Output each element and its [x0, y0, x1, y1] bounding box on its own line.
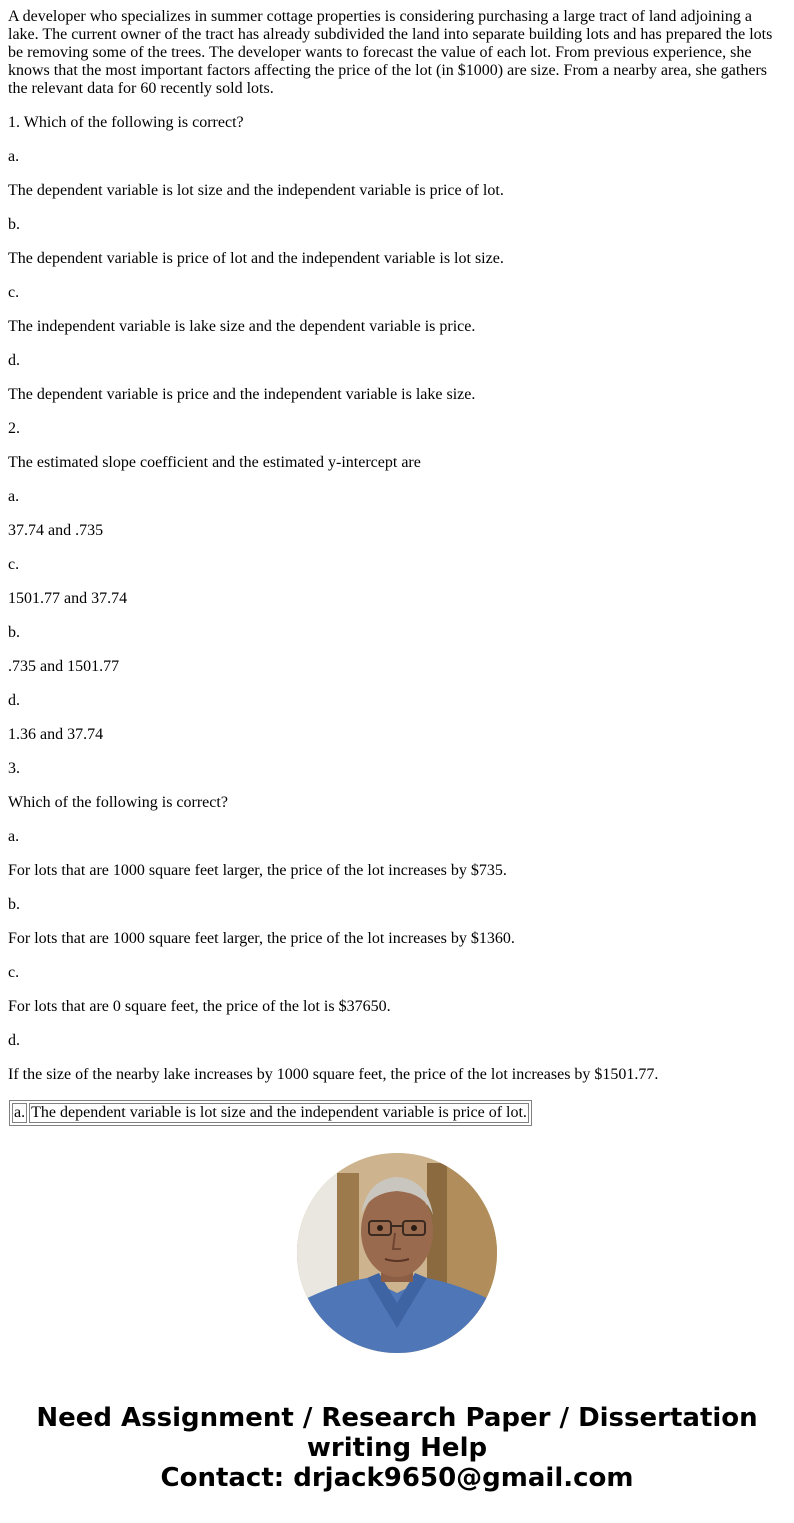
q1-option-a-letter: a.: [8, 148, 20, 165]
answer-text-cell: The dependent variable is lot size and the independent variable is price of lot.: [31, 1104, 527, 1121]
tutor-avatar-photo: [297, 1153, 497, 1353]
promo-line-1: Need Assignment / Research Paper / Dissertation: [36, 1403, 758, 1433]
question-1-prompt: 1. Which of the following is correct?: [8, 114, 244, 131]
promo-contact-email: Contact: drjack9650@gmail.com: [160, 1463, 634, 1493]
q3-option-b-text: For lots that are 1000 square feet larger, the price of the lot increases by $1360.: [8, 930, 515, 947]
q2-option-b-letter: b.: [8, 624, 20, 641]
q2-option-a-letter: a.: [8, 488, 20, 505]
q3-option-d-letter: d.: [8, 1032, 20, 1049]
q3-option-d-text: If the size of the nearby lake increases by 1000 square feet, the price of the lot increases by $1501.77.: [8, 1066, 659, 1083]
q3-option-a-text: For lots that are 1000 square feet larger, the price of the lot increases by $735.: [8, 862, 507, 879]
q2-option-c-letter: c.: [8, 556, 20, 573]
promo-line-2: writing Help: [306, 1433, 488, 1463]
q2-option-d-letter: d.: [8, 692, 20, 709]
problem-intro: A developer who specializes in summer cottage properties is considering purchasing a large tract of land adjoining a lake. The current owner of the tract has already subdivided the land into separate building lots and has prepared the lots be removing some of the trees. The developer wants to forecast the value of each lot. From previous experience, she knows that the most important factors affecting the price of the lot (in $1000) are size. From a nearby area, she gathers the relevant data for 60 recently sold lots.: [8, 8, 773, 97]
q1-option-d-letter: d.: [8, 352, 20, 369]
q1-option-d-text: The dependent variable is price and the independent variable is lake size.: [8, 386, 476, 403]
q3-option-a-letter: a.: [8, 828, 20, 845]
document-body: [8, 8, 778, 1126]
q1-option-a-text: The dependent variable is lot size and the independent variable is price of lot.: [8, 182, 504, 199]
promo-banner: [0, 1403, 794, 1493]
answer-letter-cell: a.: [14, 1104, 26, 1121]
question-2-number: 2.: [8, 420, 20, 437]
q2-option-d-text: 1.36 and 37.74: [8, 726, 104, 743]
q1-option-c-text: The independent variable is lake size and the dependent variable is price.: [8, 318, 476, 335]
q2-option-b-text: .735 and 1501.77: [8, 658, 120, 675]
answer-row: [12, 1103, 529, 1123]
portrait-illustration: [297, 1153, 497, 1353]
q3-option-b-letter: b.: [8, 896, 20, 913]
q3-option-c-text: For lots that are 0 square feet, the price of the lot is $37650.: [8, 998, 391, 1015]
q1-option-b-letter: b.: [8, 216, 20, 233]
question-3-prompt: Which of the following is correct?: [8, 794, 228, 811]
question-list: [8, 148, 778, 1084]
question-3-number: 3.: [8, 760, 20, 777]
q2-option-c-text: 1501.77 and 37.74: [8, 590, 128, 607]
q1-option-c-letter: c.: [8, 284, 20, 301]
answer-table: [9, 1100, 532, 1126]
q3-option-c-letter: c.: [8, 964, 20, 981]
q2-option-a-text: 37.74 and .735: [8, 522, 104, 539]
question-2-prompt: The estimated slope coefficient and the estimated y-intercept are: [8, 454, 421, 471]
q1-option-b-text: The dependent variable is price of lot and the independent variable is lot size.: [8, 250, 504, 267]
